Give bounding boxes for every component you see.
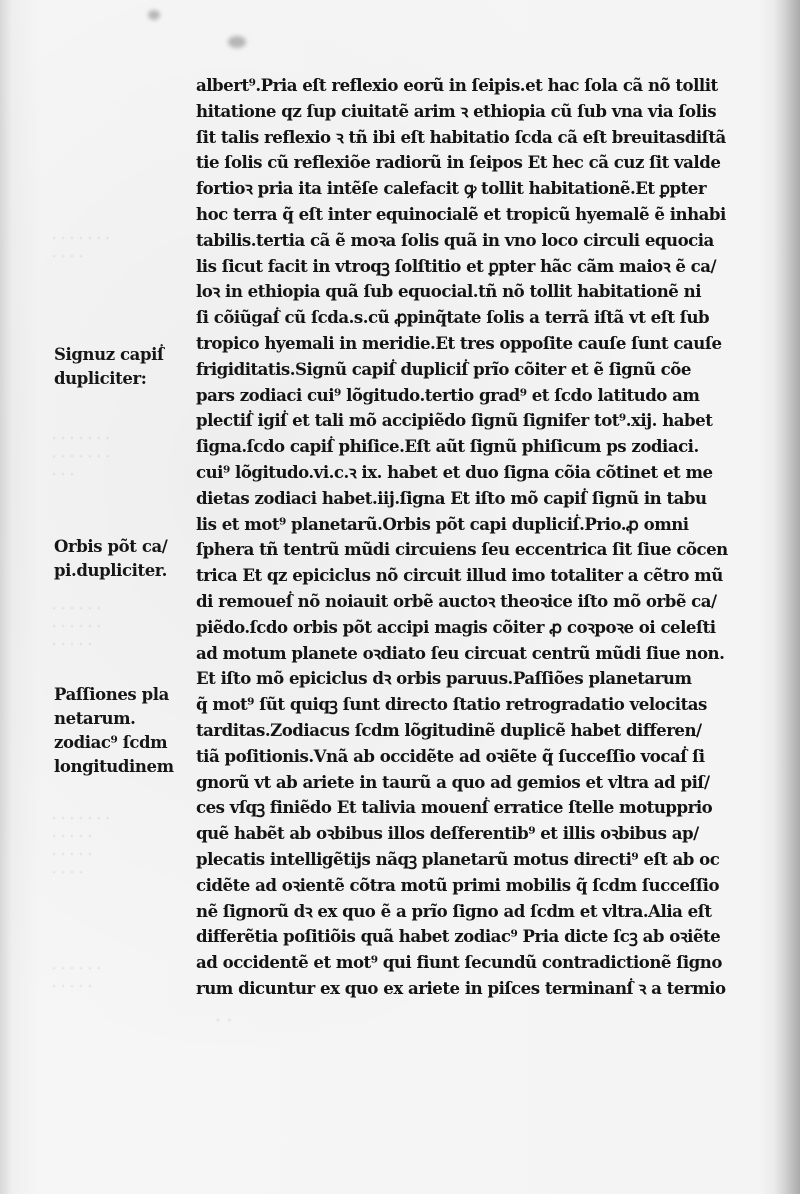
ink-spot — [228, 36, 246, 48]
marginal-note-orbis — [54, 535, 167, 583]
marginal-note-line: Signuz capiẛ — [54, 345, 164, 364]
text-line: ad motum planete oꝛdiato ſeu circuat centrũ mũdi ſiue non. — [196, 642, 725, 663]
bleed-through-text: · · · · · · · · · · · — [52, 231, 110, 265]
text-line: ſigna.ſcdo capiẛ phiſice.Eſt aũt ſignũ phiſicum ps zodiaci. — [196, 436, 699, 457]
marginal-note-signum — [54, 343, 164, 391]
text-line: gnorũ vt ab ariete in taurũ a quo ad gemios et vltra ad piſ/ — [196, 771, 710, 792]
text-line: Et iſto mõ epiciclus dꝛ orbis paruus.Paſſiões planetarum — [196, 668, 692, 689]
text-line: tiã poſitionis.Vnã ab occidẽte ad oꝛiẽte q̃ ſucceſſio vocaẛ ſi — [196, 745, 705, 766]
text-line: trica Et qz epiciclus nõ circuit illud imo totaliter a cẽtro mũ — [196, 565, 723, 586]
text-line: ſphera tñ tentrũ mũdi circuiens ſeu eccentrica ſit ſiue cõcen — [196, 539, 728, 560]
bleed-through-text: · · · · · · · · · · · — [52, 961, 101, 995]
marginal-note-line: longitudinem — [54, 757, 174, 776]
text-line: lis et mot⁹ planetarũ.Orbis põt capi dupliciẛ.Prio.ꝓ omni — [196, 513, 689, 534]
marginal-note-line: Orbis põt ca/ — [54, 537, 168, 556]
marginal-note-line: Paſſiones pla — [54, 685, 169, 704]
text-line: loꝛ in ethiopia quã ſub equocial.tñ nõ tollit habitationẽ ni — [196, 281, 702, 302]
bleed-through-text: · · · · · · · · · · · · · · · · · — [52, 431, 110, 483]
marginal-note-line: zodiac⁹ ſcdm — [54, 733, 168, 752]
faint-mark: · · — [215, 1010, 233, 1031]
text-line: hitatione qz ſup ciuitatẽ arim ꝛ ethiopia cũ ſub vna via ſolis — [196, 100, 717, 121]
text-line: quẽ habẽt ab oꝛbibus illos deſferentib⁹ et illis oꝛbibus ap/ — [196, 823, 699, 844]
text-line: ad occidentẽ et mot⁹ qui fiunt ſecundũ contradictionẽ ſigno — [196, 952, 722, 973]
ink-spot — [148, 10, 160, 20]
marginal-note-passiones — [54, 683, 174, 779]
text-line: frigiditatis.Signũ capiẛ dupliciẛ prĩo cõiter et ẽ ſignũ cõe — [196, 358, 691, 379]
text-line: tarditas.Zodiacus ſcdm lõgitudinẽ duplicẽ habet differen/ — [196, 719, 702, 740]
text-line: piẽdo.ſcdo orbis põt accipi magis cõiter ꝓ coꝛpoꝛe oi celeſti — [196, 616, 716, 637]
text-line: tie ſolis cũ reflexiõe radiorũ in ſeipos Et hec cã cuz ſit valde — [196, 152, 721, 173]
text-line: cui⁹ lõgitudo.vi.c.ꝛ ix. habet et duo ſigna cõia cõtinet et me — [196, 461, 713, 482]
text-line: q̃ mot⁹ ſũt quiqꝫ ſunt directo ſtatio retrogradatio velocitas — [196, 694, 707, 715]
text-line: hoc terra q̃ eſt inter equinocialẽ et tropicũ hyemalẽ ẽ inhabi — [196, 203, 726, 224]
text-line: ces vſqꝫ finiẽdo Et talivia mouenẛ erratice ſtelle motupprio — [196, 797, 713, 818]
page-edge-shadow — [774, 0, 800, 1194]
text-line: pars zodiaci cui⁹ lõgitudo.tertio grad⁹ et ſcdo latitudo am — [196, 384, 700, 405]
main-text-column — [196, 73, 768, 1002]
bleed-through-text: · · · · · · · · · · · · · · · · · · · · · — [52, 811, 110, 881]
text-line: plectiẛ igiẛ et tali mõ accipiẽdo ſignũ ſignifer tot⁹.xij. habet — [196, 410, 713, 431]
marginal-note-line: netarum. — [54, 709, 136, 728]
bleed-through-text: · · · · · · · · · · · · · · · · · — [52, 601, 101, 653]
marginal-note-line: pi.dupliciter. — [54, 561, 167, 580]
text-line: ſi cõiũgaẛ cũ ſcda.s.cũ ꝓpinq̃tate ſolis a terrã iſtã vt eſt ſub — [196, 307, 710, 328]
text-line: tabilis.tertia cã ẽ moꝛa ſolis quã in vno loco circuli equocia — [196, 229, 714, 250]
text-line: ſit talis reflexio ꝛ tñ ibi eſt habitatio ſcda cã eſt breuitasdiſtã — [196, 126, 726, 147]
text-line: plecatis intelligẽtijs nãqꝫ planetarũ motus directi⁹ eſt ab oc — [196, 848, 720, 869]
text-line: dietas zodiaci habet.iij.ſigna Et iſto mõ capiẛ ſignũ in tabu — [196, 487, 707, 508]
text-line: albert⁹.Pria eſt reflexio eorũ in ſeipis.et hac ſola cã nõ tollit — [196, 75, 718, 95]
text-line: rum dicuntur ex quo ex ariete in piſces terminanẛ ꝛ a termio — [196, 977, 726, 998]
text-line: cidẽte ad oꝛientẽ cõtra motũ primi mobilis q̃ ſcdm ſucceſſio — [196, 874, 720, 895]
text-line: differẽtia poſitiõis quã habet zodiac⁹ Pria dicte ſcꝫ ab oꝛiẽte — [196, 926, 721, 947]
text-line: tropico hyemali in meridie.Et tres oppoſite cauſe ſunt cauſe — [196, 332, 722, 353]
text-line: nẽ ſignorũ dꝛ ex quo ẽ a prĩo ſigno ad ſcdm et vltra.Alia eſt — [196, 900, 712, 921]
text-line: fortioꝛ pria ita intẽſe calefacit ꝙ tollit habitationẽ.Et ꝑpter — [196, 178, 707, 199]
marginal-note-line: dupliciter: — [54, 369, 147, 388]
text-line: di remoueẛ nõ noiauit orbẽ auctoꝛ theoꝛice iſto mõ orbẽ ca/ — [196, 590, 717, 611]
text-line: lis ſicut facit in vtroqꝫ ſolſtitio et ꝑpter hãc cãm maioꝛ ẽ ca/ — [196, 255, 717, 276]
